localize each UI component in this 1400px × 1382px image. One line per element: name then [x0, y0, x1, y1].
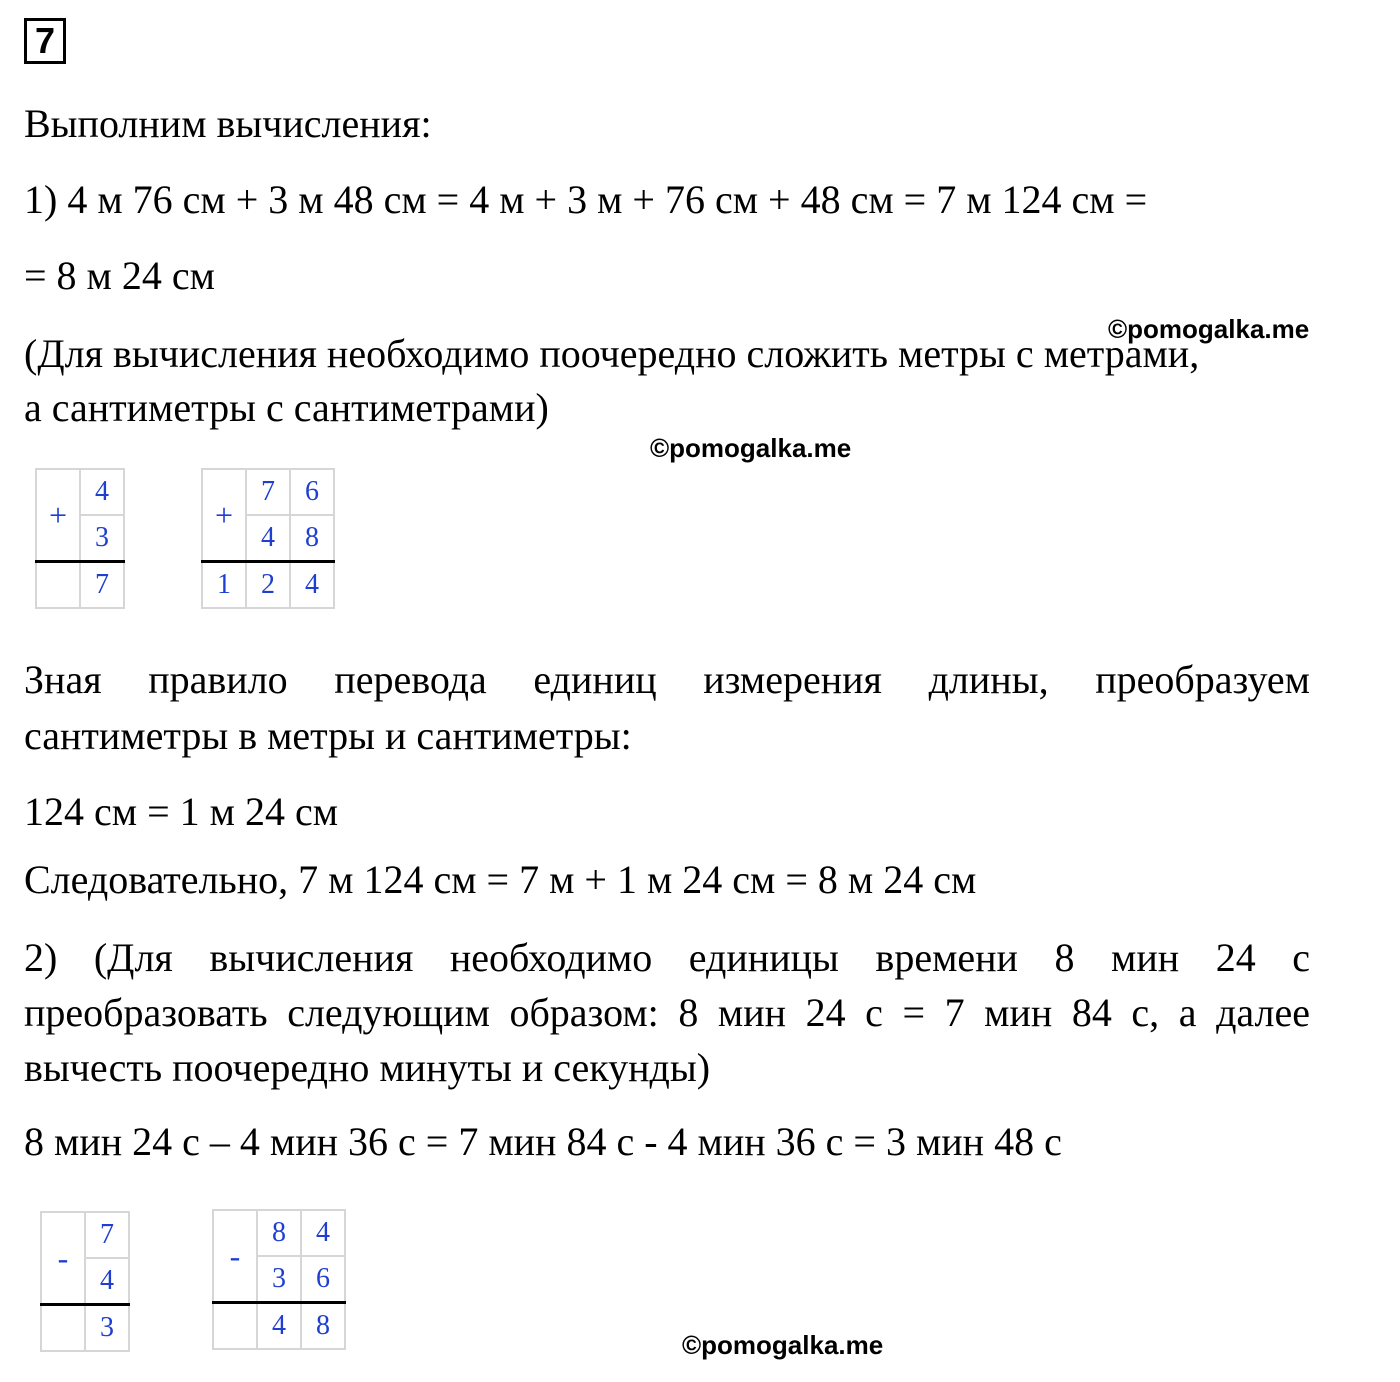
- conclusion-equation: Следовательно, 7 м 124 см = 7 м + 1 м 24 см = 8 м 24 см: [24, 857, 977, 902]
- digit-cell: [213, 1303, 257, 1350]
- watermark-2: ©pomogalka.me: [650, 433, 852, 463]
- digit-cell: 4: [246, 515, 290, 562]
- digit-cell: 4: [85, 1258, 129, 1305]
- part1-note-line2: а сантиметры с сантиметрами): [24, 385, 549, 430]
- minus-operator: -: [213, 1210, 257, 1303]
- watermark-3: ©pomogalka.me: [682, 1330, 884, 1360]
- digit-cell: 6: [290, 469, 334, 515]
- part2-equation: 8 мин 24 с – 4 мин 36 с = 7 мин 84 с - 4 мин 36 с = 3 мин 48 с: [24, 1119, 1062, 1164]
- digit-cell: 3: [85, 1305, 129, 1352]
- conversion-text-line2: сантиметры в метры и сантиметры:: [24, 713, 632, 758]
- digit-cell: 4: [257, 1303, 301, 1350]
- digit-cell: 4: [301, 1210, 345, 1256]
- intro-text: Выполним вычисления:: [24, 101, 432, 146]
- digit-cell: 6: [301, 1256, 345, 1303]
- digit-cell: 7: [246, 469, 290, 515]
- plus-operator: +: [202, 469, 246, 562]
- part2-text-line3: вычесть поочередно минуты и секунды): [24, 1045, 711, 1090]
- minus-operator: -: [41, 1212, 85, 1305]
- digit-cell: 1: [202, 562, 246, 609]
- digit-cell: 7: [85, 1212, 129, 1258]
- conversion-text-line1: Зная правило перевода единиц измерения длины, преобразуем: [24, 657, 1310, 702]
- digit-cell: 4: [80, 469, 124, 515]
- digit-cell: 3: [80, 515, 124, 562]
- part1-equation-line1: 1) 4 м 76 см + 3 м 48 см = 4 м + 3 м + 76 см + 48 см = 7 м 124 см =: [24, 177, 1148, 222]
- part2-text-line2: преобразовать следующим образом: 8 мин 24 с = 7 мин 84 с, а далее: [24, 990, 1310, 1035]
- watermark-1: ©pomogalka.me: [1108, 314, 1310, 344]
- conversion-equation: 124 см = 1 м 24 см: [24, 789, 339, 834]
- digit-cell: 8: [257, 1210, 301, 1256]
- centimeters-addition-grid: [201, 468, 335, 609]
- digit-cell: [36, 562, 80, 609]
- digit-cell: 7: [80, 562, 124, 609]
- digit-cell: 8: [301, 1303, 345, 1350]
- digit-cell: 3: [257, 1256, 301, 1303]
- part1-equation-line2: = 8 м 24 см: [24, 253, 215, 298]
- part1-note-line1: (Для вычисления необходимо поочередно сложить метры с метрами,: [24, 331, 1200, 376]
- minutes-subtraction-grid: [40, 1211, 130, 1352]
- digit-cell: [41, 1305, 85, 1352]
- meters-addition-grid: [35, 468, 125, 609]
- seconds-subtraction-grid: [212, 1209, 346, 1350]
- digit-cell: 8: [290, 515, 334, 562]
- plus-operator: +: [36, 469, 80, 562]
- part2-text-line1: 2) (Для вычисления необходимо единицы времени 8 мин 24 с: [24, 935, 1310, 980]
- digit-cell: 2: [246, 562, 290, 609]
- digit-cell: 4: [290, 562, 334, 609]
- task-number: 7: [24, 18, 66, 64]
